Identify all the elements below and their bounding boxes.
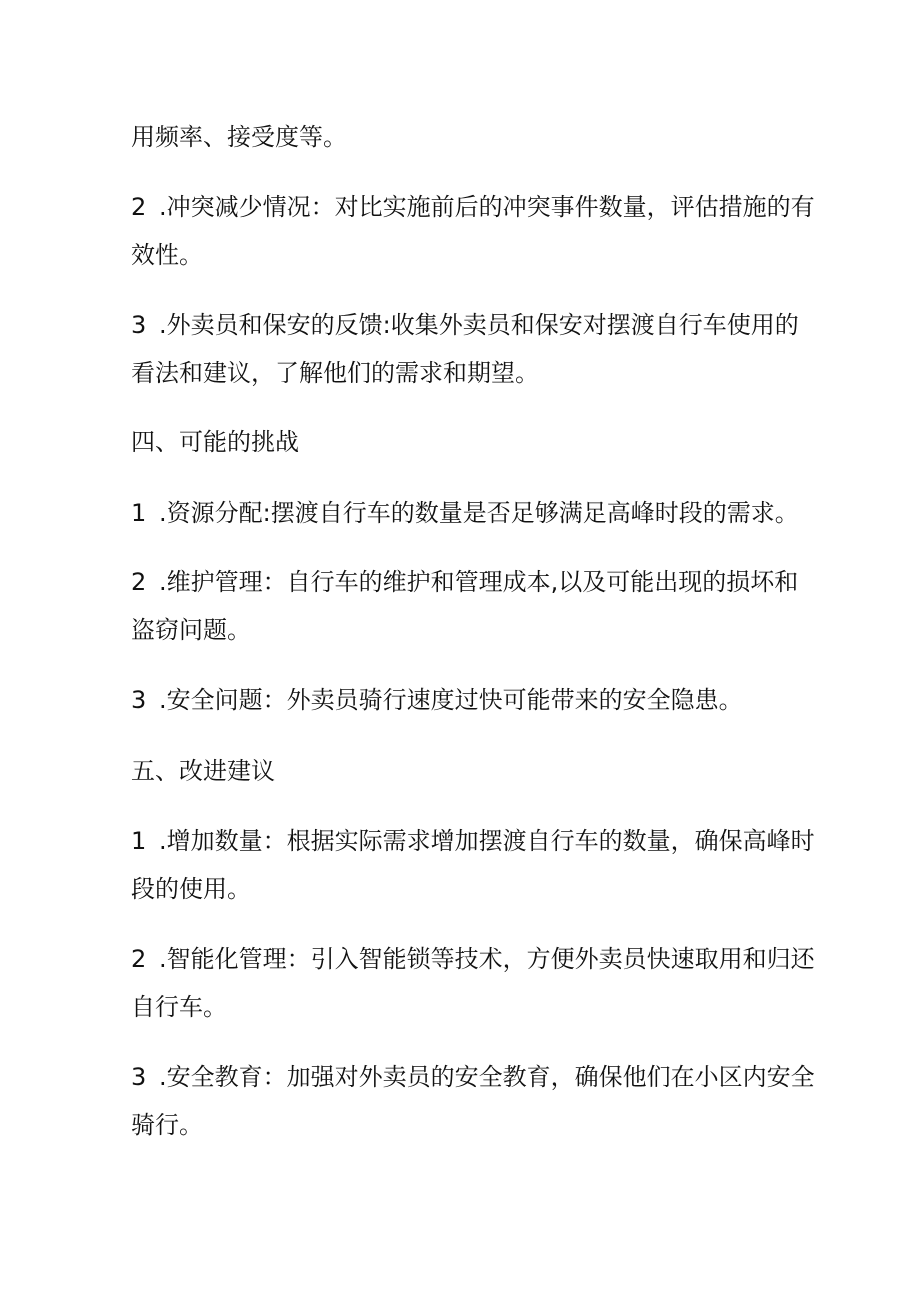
list-number: 1 — [131, 499, 147, 527]
list-number: 2 — [131, 193, 147, 221]
list-item-safety-issue — [131, 676, 796, 724]
list-number: 2 — [131, 568, 147, 596]
section-heading-improvements — [131, 747, 796, 795]
list-item-feedback — [131, 301, 799, 397]
text-line: 盗窃问题。 — [131, 616, 251, 644]
text-line: .外卖员和保安的反馈:收集外卖员和保安对摆渡自行车使用的 — [159, 311, 799, 339]
heading-text: 五、改进建议 — [131, 757, 275, 785]
list-number: 2 — [131, 945, 147, 973]
list-number: 3 — [131, 686, 147, 714]
list-item-resource-allocation — [131, 489, 799, 537]
heading-text: 四、可能的挑战 — [131, 428, 299, 456]
text-line: .安全教育：加强对外卖员的安全教育，确保他们在小区内安全 — [159, 1063, 815, 1091]
section-heading-challenges — [131, 418, 796, 466]
text-line: 看法和建议，了解他们的需求和期望。 — [131, 359, 539, 387]
text-line: 段的使用。 — [131, 875, 251, 903]
text-line: .智能化管理：引入智能锁等技术，方便外卖员快速取用和归还 — [159, 945, 815, 973]
list-item-safety-education — [131, 1053, 815, 1149]
list-item-smart-management — [131, 935, 815, 1031]
text-line: 骑行。 — [131, 1111, 203, 1139]
list-item-conflict-reduction — [131, 183, 815, 279]
text-line: 自行车。 — [131, 993, 227, 1021]
text-line: .冲突减少情况：对比实施前后的冲突事件数量，评估措施的有 — [159, 193, 815, 221]
text-line: .安全问题：外卖员骑行速度过快可能带来的安全隐患。 — [159, 686, 743, 714]
text-line: .资源分配:摆渡自行车的数量是否足够满足高峰时段的需求。 — [159, 499, 799, 527]
list-number: 3 — [131, 311, 147, 339]
text-line: 效性。 — [131, 241, 203, 269]
list-item-maintenance — [131, 558, 799, 654]
text-line: .维护管理：自行车的维护和管理成本,以及可能出现的损坏和 — [159, 568, 799, 596]
paragraph-usage-continuation — [131, 113, 796, 161]
text-line: .增加数量：根据实际需求增加摆渡自行车的数量，确保高峰时 — [159, 827, 815, 855]
list-item-increase-quantity — [131, 817, 815, 913]
list-number: 3 — [131, 1063, 147, 1091]
text-line: 用频率、接受度等。 — [131, 123, 347, 151]
list-number: 1 — [131, 827, 147, 855]
